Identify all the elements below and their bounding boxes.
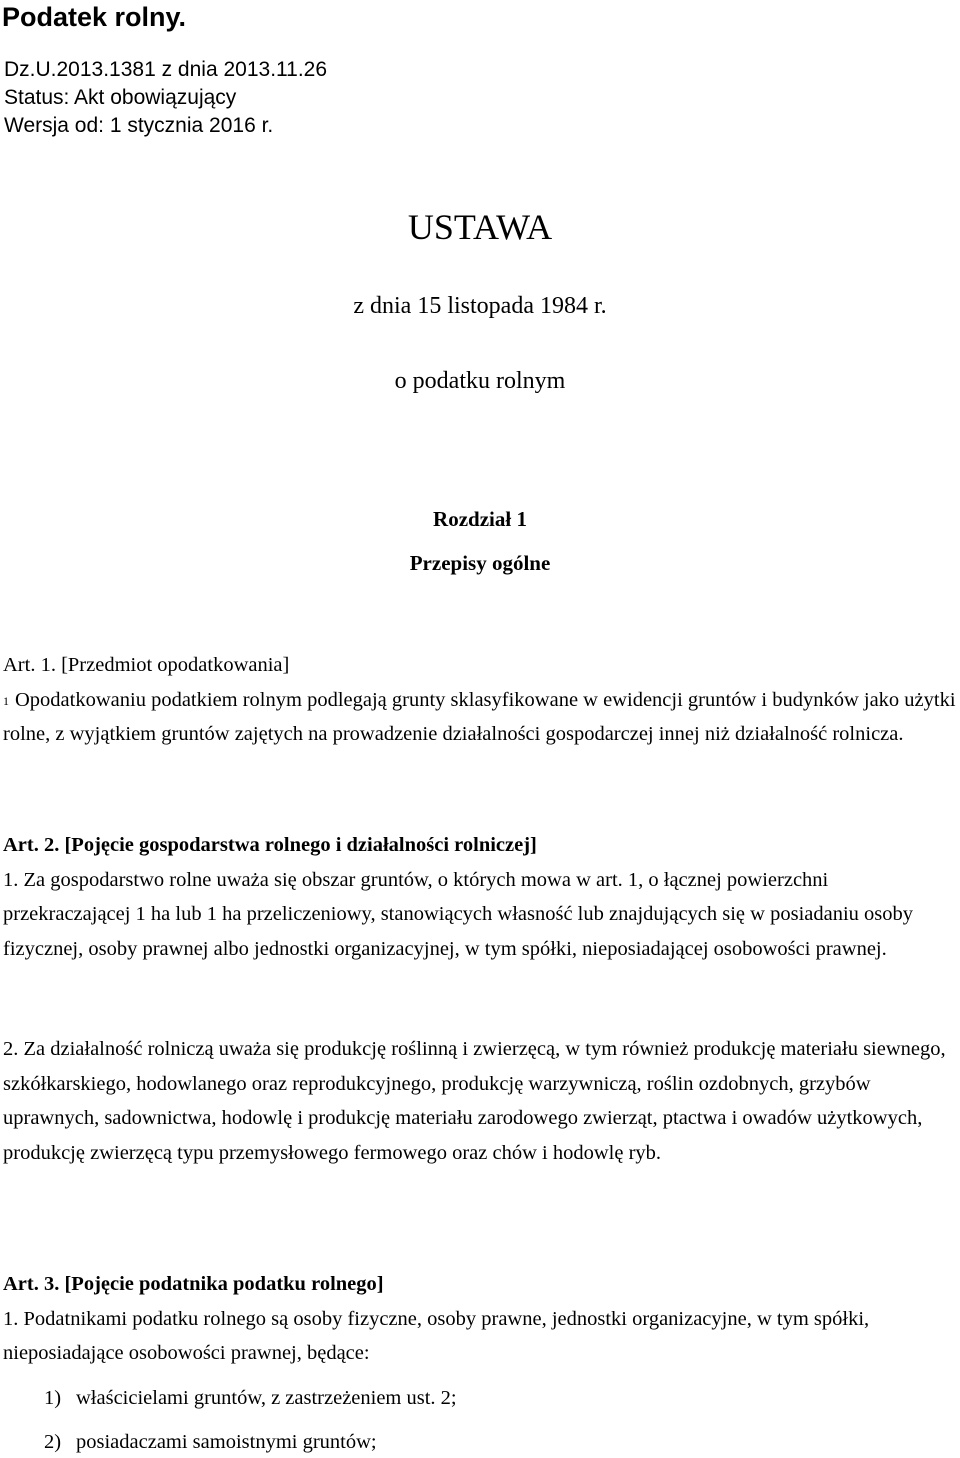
article-1-text: Opodatkowaniu podatkiem rolnym podlegają grunty sklasyfikowane w ewidencji gruntów i budynków jako użytki rolne, z wyjątkiem gruntów zajętych na prowadzenie działalności gospodarczej innej niż działalność rolnicza. [3, 688, 956, 745]
article-3 [3, 1267, 960, 1371]
list-item-number: 1) [44, 1387, 62, 1409]
article-2-header [3, 828, 960, 863]
list-item-text: posiadaczami samoistnymi gruntów; [76, 1431, 377, 1453]
article-3-paragraph-1: 1. Podatnikami podatku rolnego są osoby fizyczne, osoby prawne, jednostki organizacyjne, w tym spółki, nieposiadające osobowości prawnej, będące: [3, 1307, 870, 1364]
article-3-heading: [Pojęcie podatnika podatku rolnego] [64, 1273, 384, 1295]
article-1-heading: [Przedmiot opodatkowania] [61, 654, 290, 676]
article-2-paragraph-1: 1. Za gospodarstwo rolne uważa się obszar gruntów, o których mowa w art. 1, o łącznej powierzchni przekraczającej 1 ha lub 1 ha przeliczeniowy, stanowiących własność lub znajdujących się w posiadaniu osoby fizycznej, osoby prawnej albo jednostki organizacyjnej, w tym spółki, nieposiadającej osobowości prawnej. [3, 868, 914, 960]
article-3-header [3, 1267, 960, 1302]
act-date: z dnia 15 listopada 1984 r. [353, 293, 607, 319]
list-item-number: 2) [44, 1431, 62, 1453]
article-2-paragraph-2: 2. Za działalność rolniczą uważa się produkcję roślinną i zwierzęcą, w tym również produkcję materiału siewnego, szkółkarskiego, hodowlanego oraz reprodukcyjnego, produkcję warzywniczą, roślin ozdobnych, grzybów uprawnych, sadownictwa, hodowlę i produkcję materiału zarodowego zwierząt, ptactwa i owadów użytkowych, produkcję zwierzęcą typu przemysłowego fermowego oraz chów i hodowlę ryb. [3, 1038, 946, 1164]
list-item [44, 1427, 377, 1457]
act-type: USTAWA [407, 207, 553, 247]
document-title: Podatek rolny. [2, 2, 187, 32]
article-1 [3, 648, 960, 752]
article-2-heading: [Pojęcie gospodarstwa rolnego i działalności rolniczej] [64, 834, 537, 856]
article-3-label: Art. 3. [3, 1273, 60, 1295]
status-line: Status: Akt obowiązujący [4, 86, 237, 109]
list-item-text: właścicielami gruntów, z zastrzeżeniem ust. 2; [76, 1387, 457, 1409]
act-subject: o podatku rolnym [394, 368, 566, 394]
article-2 [3, 828, 960, 966]
article-1-text-block [3, 683, 960, 752]
article-2-label: Art. 2. [3, 834, 60, 856]
chapter-title: Przepisy ogólne [409, 551, 551, 575]
footnote-marker: 1 [3, 693, 9, 708]
version-line: Wersja od: 1 stycznia 2016 r. [4, 114, 274, 137]
chapter-number: Rozdział 1 [433, 507, 527, 531]
article-1-label: Art. 1. [3, 654, 56, 676]
publication-reference: Dz.U.2013.1381 z dnia 2013.11.26 [4, 58, 328, 81]
article-1-header [3, 648, 960, 683]
list-item [44, 1383, 457, 1413]
